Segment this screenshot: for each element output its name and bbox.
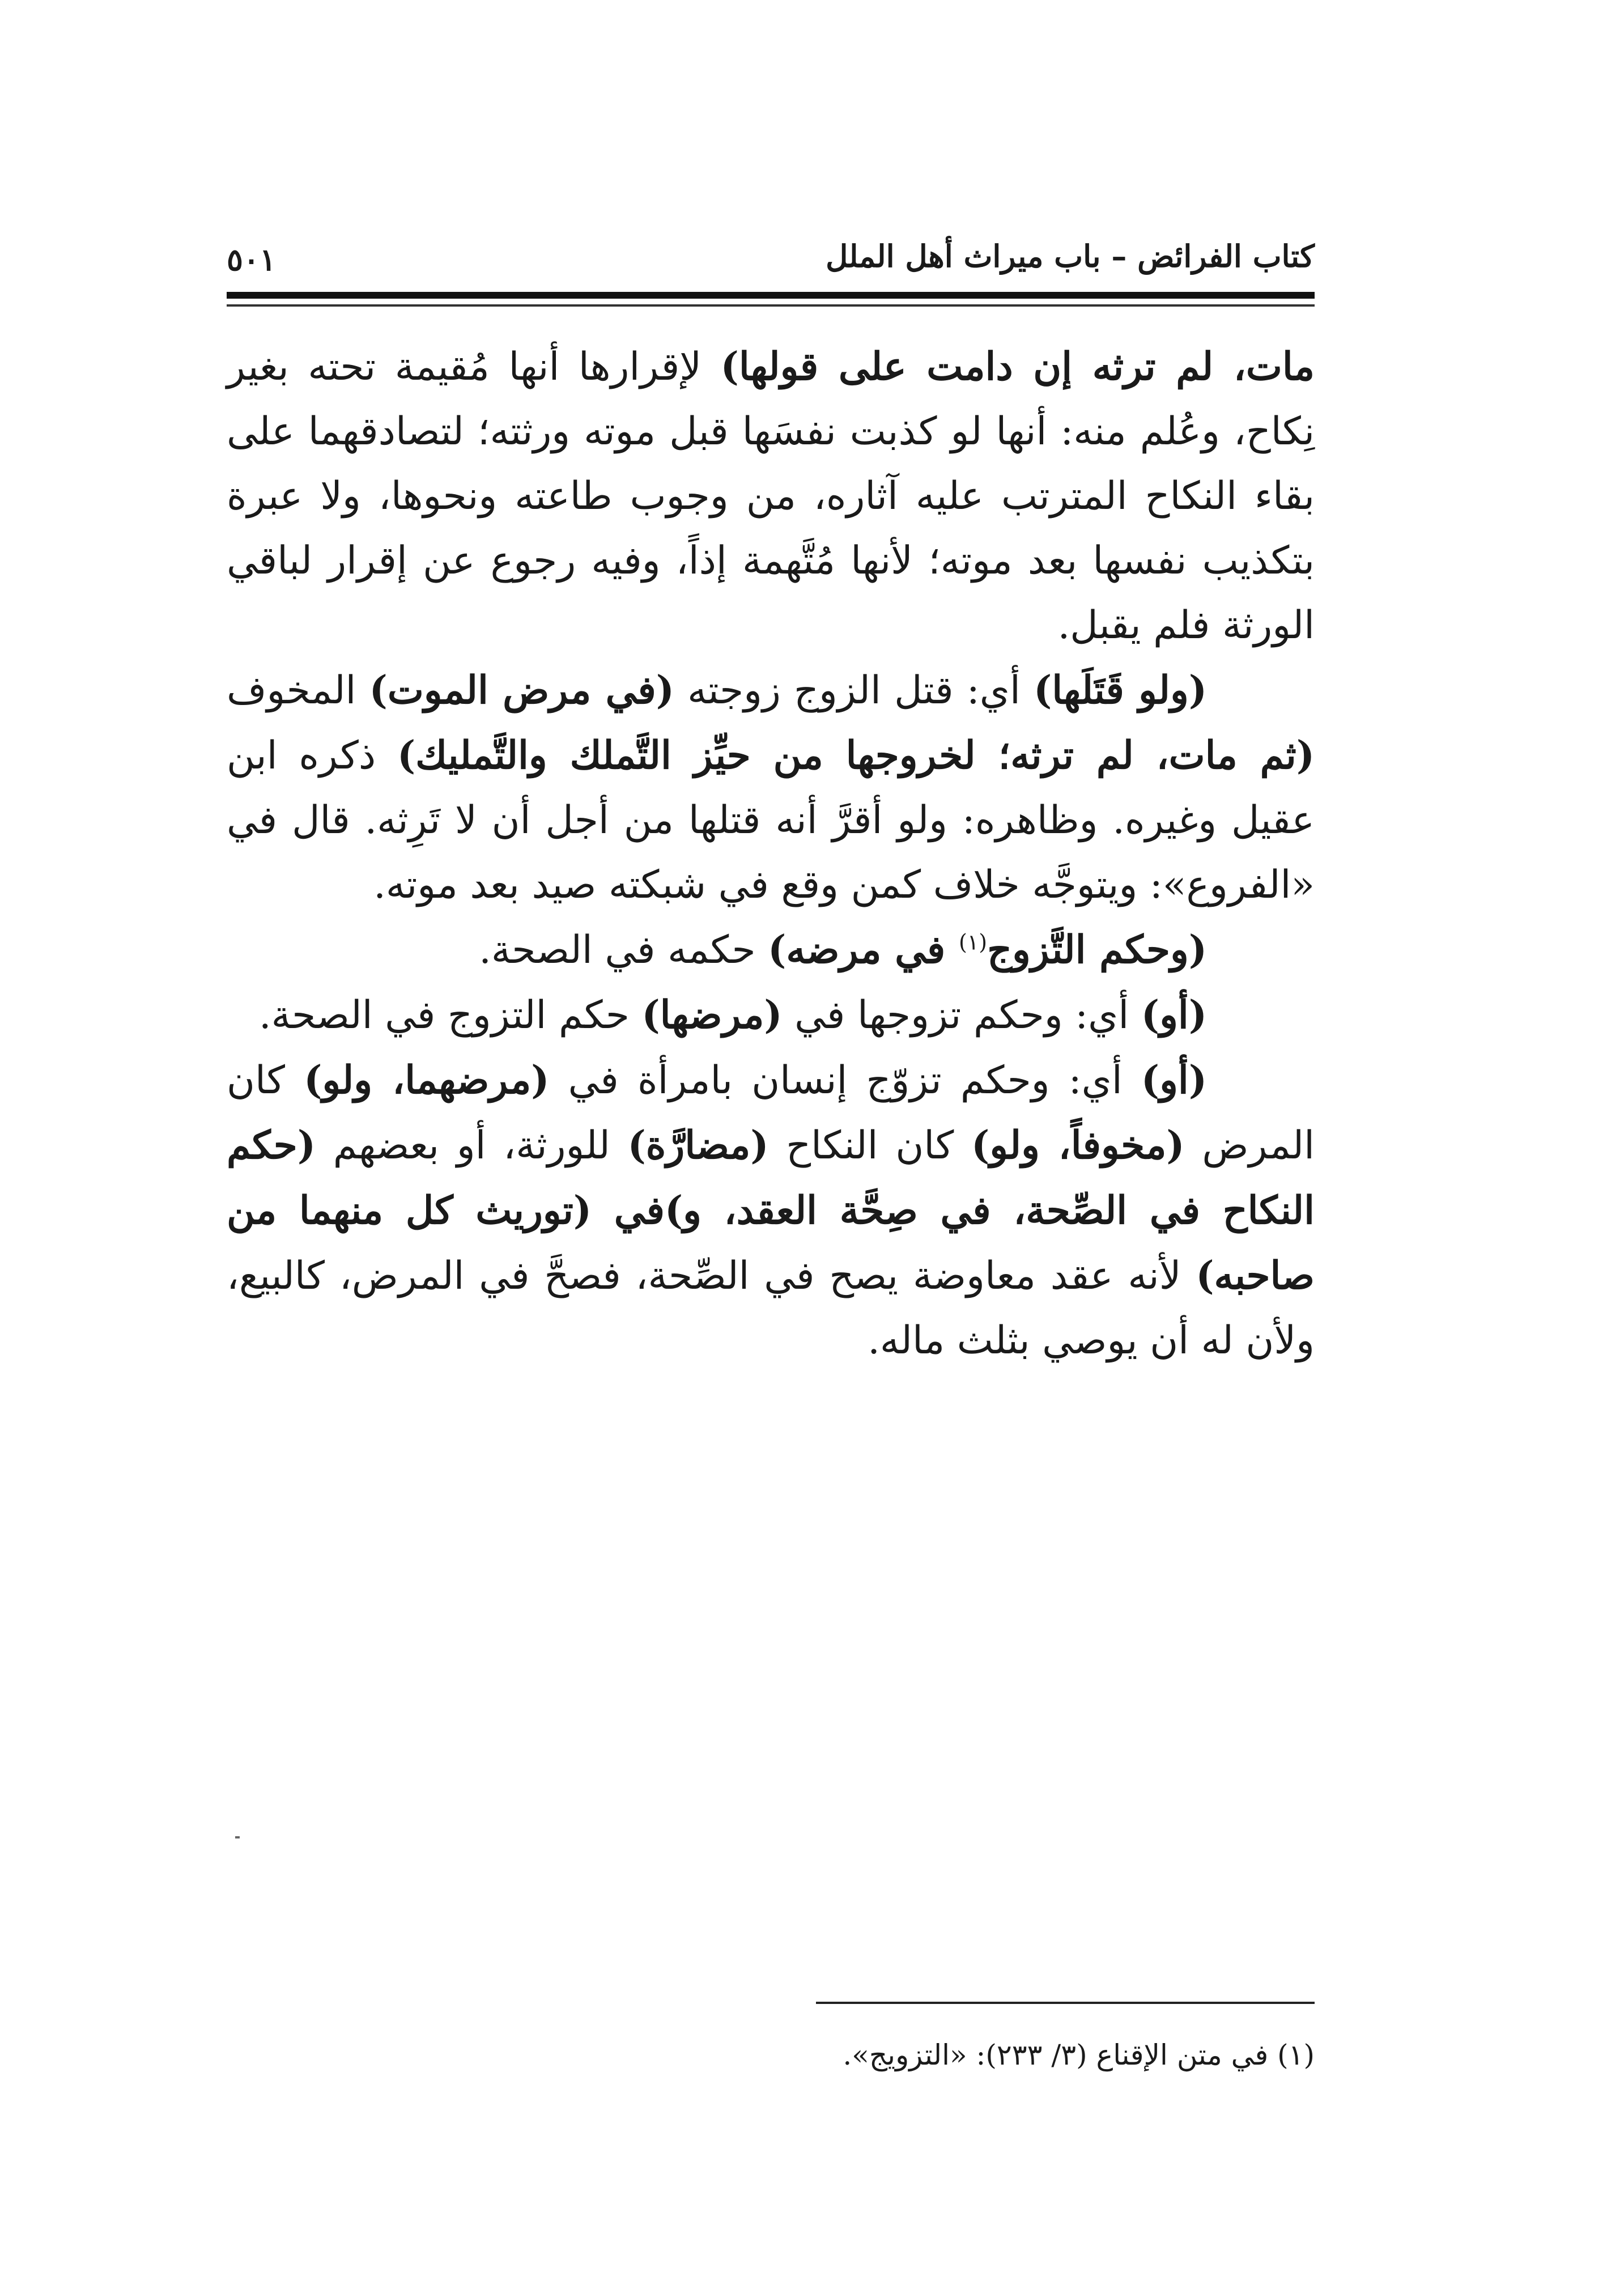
matn-text: (مضارَّة)	[627, 1123, 769, 1168]
commentary-text: حكم التزوج في الصحة.	[259, 993, 642, 1038]
commentary-text: لإقرارها أنها مُقيمة تحته بغير نِكاح، وعُلم منه: أنها لو كذبت نفسَها قبل موته ورثته؛ لتصادقهما على بقاء النكاح المترتب عليه آثاره، من وجوب طاعته ونحوها، ولا عبرة بتكذيب نفسها بعد موته؛ لأنها مُتَّهمة إذاً، وفيه رجوع عن إقرار لباقي الورثة فلم يقبل.	[227, 345, 1315, 648]
commentary-text: أي: قتل الزوج زوجته	[674, 668, 1034, 713]
paragraph-1	[227, 334, 1315, 658]
matn-text: (ثم مات، لم ترثه؛ لخروجها من حيِّز التَّملك والتَّمليك)	[397, 733, 1315, 778]
header-rule-thick	[227, 292, 1315, 299]
commentary-text: حكمه في الصحة.	[479, 928, 768, 973]
paragraph-5	[227, 1048, 1315, 1373]
matn-text: (حكم النكاح في الصِّحة، في صِحَّة العقد، و)في (توريث كل منهما من صاحبه)	[227, 1123, 1315, 1298]
running-title: كتاب الفرائض – باب ميراث أهل الملل	[826, 238, 1315, 274]
footnote-separator	[816, 2002, 1315, 2004]
main-text	[227, 334, 1315, 1373]
scan-speck	[235, 1836, 240, 1838]
matn-text: (ولو قَتَلَها)	[1034, 668, 1207, 713]
matn-text: في مرضه)	[768, 927, 959, 973]
commentary-text: أي: وحكم تزوجها في	[782, 993, 1141, 1038]
matn-text: (أو)	[1141, 992, 1207, 1038]
paragraph-2	[227, 658, 1315, 918]
matn-text: (أو)	[1141, 1058, 1207, 1103]
matn-text: (مرضها)	[641, 992, 783, 1038]
commentary-text: لأنه عقد معاوضة يصح في الصِّحة، فصحَّ في المرض، كالبيع، ولأن له أن يوصي بثلث ماله.	[227, 1254, 1315, 1363]
commentary-text: أي: وحكم تزوّج إنسان بامرأة في	[549, 1058, 1141, 1103]
paragraph-4	[227, 983, 1315, 1048]
matn-text: (في مرض الموت)	[369, 668, 674, 713]
matn-text: (وحكم التَّزوج	[987, 927, 1207, 973]
header-rule-thin	[227, 304, 1315, 307]
commentary-text: ذكره ابن عقيل وغيره. وظاهره: ولو أقرَّ أنه قتلها من أجل أن لا تَرِثه. قال في «الفروع»: ويتوجَّه خلاف كمن وقع في شبكته صيد بعد موته.	[227, 733, 1315, 907]
commentary-text: المخوف	[227, 668, 369, 713]
commentary-text: كان المرض	[227, 1058, 1315, 1168]
commentary-text: كان النكاح	[768, 1123, 972, 1168]
paragraph-3	[227, 918, 1315, 983]
matn-text: مات، لم ترثه إن دامت على قولها)	[720, 344, 1315, 389]
matn-text: (مخوفاً، ولو)	[971, 1123, 1185, 1168]
page-header	[227, 227, 1315, 289]
matn-text: (مرضهما، ولو)	[304, 1058, 550, 1103]
commentary-text: للورثة، أو بعضهم	[316, 1123, 628, 1168]
footnote-1: (١) في متن الإقناع (٣/ ٢٣٣): «التزويج».	[843, 2039, 1315, 2071]
page-number: ٥٠١	[227, 241, 277, 278]
footnote-marker: (١)	[959, 929, 988, 955]
